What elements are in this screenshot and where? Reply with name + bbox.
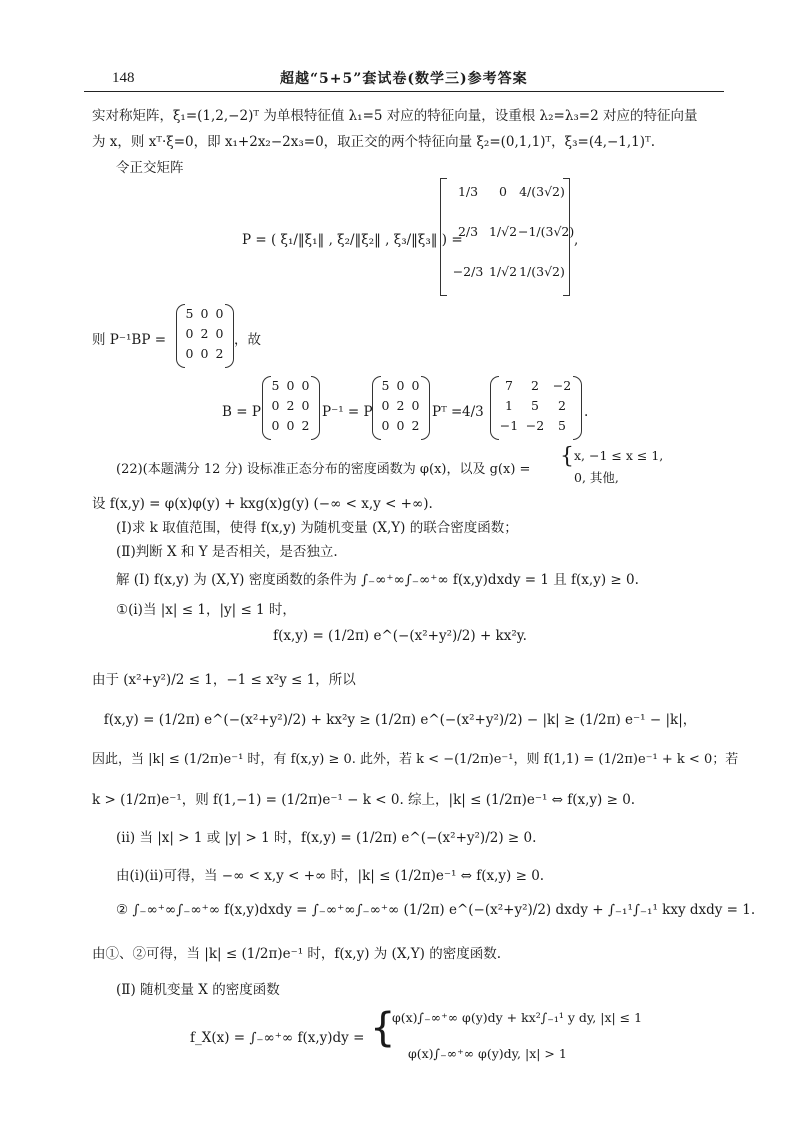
matrix-cell: 0: [381, 398, 390, 413]
matrix-cell: 0: [499, 184, 507, 199]
matrix-cell: 1/√2: [488, 264, 518, 279]
therefore-text: ，故: [234, 332, 261, 348]
matrix-cell: 2: [558, 398, 566, 413]
matrix-cell: 1: [505, 398, 513, 413]
matrix-cell: 5: [558, 418, 566, 433]
matrix-cell: −2: [552, 378, 572, 393]
matrix-cell: 0: [215, 306, 224, 321]
matrix-d: [176, 304, 234, 368]
case-brace: {: [370, 1005, 396, 1051]
solution-line-3: 由于 (x²+y²)/2 ≤ 1，−1 ≤ x²y ≤ 1，所以: [92, 672, 356, 688]
matrix-cell: 0: [301, 378, 310, 393]
b-eq-mid2: Pᵀ =: [432, 404, 463, 420]
solution-line-1: 解 (Ⅰ) f(x,y) 为 (X,Y) 密度函数的条件为 ∫₋∞⁺∞∫₋∞⁺∞ f(x,y)dxdy = 1 且 f(x,y) ≥ 0.: [116, 572, 639, 588]
matrix-cell: −1: [499, 418, 519, 433]
matrix-cell: 1/3: [457, 184, 479, 199]
matrix-cell: 2: [531, 378, 539, 393]
matrix-cell: 0: [411, 398, 420, 413]
solution-line-6: (ii) 当 |x| > 1 或 |y| > 1 时，f(x,y) = (1/2π) e^(−(x²+y²)/2) ≥ 0.: [116, 830, 537, 846]
text-line-2: 为 x，则 xᵀ·ξ=0，即 x₁+2x₂−2x₃=0，取正交的两个特征向量 ξ₂=(0,1,1)ᵀ，ξ₃=(4,−1,1)ᵀ.: [92, 134, 655, 150]
solution-line-8: ② ∫₋∞⁺∞∫₋∞⁺∞ f(x,y)dxdy = ∫₋∞⁺∞∫₋∞⁺∞ (1/2π) e^(−(x²+y²)/2) dxdy + ∫₋₁¹∫₋₁¹ kxy dxdy = 1.: [116, 902, 756, 918]
matrix-cell: 0: [396, 418, 405, 433]
matrix-cell: 0: [215, 326, 224, 341]
matrix-d: [262, 376, 320, 440]
case-brace: {: [560, 444, 574, 469]
b-eq-coef: 4/3: [462, 404, 484, 420]
equation-1: f(x,y) = (1/2π) e^(−(x²+y²)/2) + kx²y.: [273, 628, 527, 644]
matrix-b: [490, 376, 582, 440]
header-rule: [84, 91, 724, 92]
matrix-cell: 0: [286, 378, 295, 393]
g-case-1: x, −1 ≤ x ≤ 1,: [574, 448, 664, 463]
matrix-cell: 5: [185, 306, 194, 321]
matrix-cell: 0: [301, 398, 310, 413]
matrix-cell: 2/3: [457, 224, 479, 239]
matrix-cell: 1/√2: [488, 224, 518, 239]
question-22-statement: (22)(本题满分 12 分) 设标准正态分布的密度函数为 φ(x)，以及 g(x) =: [116, 462, 531, 477]
text-line-1: 实对称矩阵，ξ₁=(1,2,−2)ᵀ 为单根特征值 λ₁=5 对应的特征向量，设重根 λ₂=λ₃=2 对应的特征向量: [92, 108, 698, 124]
matrix-cell: 5: [271, 378, 280, 393]
solution-line-2: ①(i)当 |x| ≤ 1，|y| ≤ 1 时，: [116, 602, 296, 618]
matrix-cell: 0: [381, 418, 390, 433]
text-line-3: 令正交矩阵: [116, 160, 184, 176]
matrix-cell: 2: [411, 418, 420, 433]
matrix-cell: 2: [396, 398, 405, 413]
solution-line-10: (Ⅱ) 随机变量 X 的密度函数: [116, 982, 280, 998]
matrix-cell: 4/(3√2): [519, 184, 565, 199]
p-definition: P = ( ξ₁/‖ξ₁‖ , ξ₂/‖ξ₂‖ , ξ₃/‖ξ₃‖ ) =: [242, 232, 463, 248]
matrix-cell: 0: [185, 346, 194, 361]
matrix-cell: 2: [215, 346, 224, 361]
b-eq-lhs: B = P: [222, 404, 261, 420]
solution-line-7: 由(i)(ii)可得，当 −∞ < x,y < +∞ 时，|k| ≤ (1/2π)e⁻¹ ⇔ f(x,y) ≥ 0.: [116, 868, 545, 884]
matrix-cell: 0: [271, 418, 280, 433]
fx-lhs: f_X(x) = ∫₋∞⁺∞ f(x,y)dy =: [190, 1030, 365, 1046]
then-label: 则 P⁻¹BP =: [92, 332, 167, 348]
running-title: 超越“5+5”套试卷(数学三)参考答案: [280, 71, 528, 87]
matrix-cell: 0: [200, 346, 209, 361]
matrix-cell: 0: [396, 378, 405, 393]
matrix-cell: −2: [525, 418, 545, 433]
matrix-cell: −2/3: [452, 264, 484, 279]
question-22-part-2: (Ⅱ)判断 X 和 Y 是否相关，是否独立.: [116, 544, 338, 560]
fx-case-1: φ(x)∫₋∞⁺∞ φ(y)dy + kx²∫₋₁¹ y dy, |x| ≤ 1: [392, 1010, 643, 1025]
g-case-2: 0, 其他,: [574, 470, 619, 485]
matrix-d: [372, 376, 430, 440]
matrix-cell: 5: [531, 398, 539, 413]
b-eq-mid1: P⁻¹ = P: [322, 404, 373, 420]
matrix-cell: 0: [200, 306, 209, 321]
matrix-cell: −1/(3√2): [518, 224, 575, 239]
bracket-left: [440, 178, 447, 296]
matrix-cell: 0: [185, 326, 194, 341]
matrix-p: [440, 178, 575, 296]
solution-line-9: 由①、②可得，当 |k| ≤ (1/2π)e⁻¹ 时，f(x,y) 为 (X,Y) 的密度函数.: [92, 946, 501, 962]
matrix-cell: 0: [271, 398, 280, 413]
matrix-cell: 2: [301, 418, 310, 433]
solution-line-5: k > (1/2π)e⁻¹，则 f(1,−1) = (1/2π)e⁻¹ − k < 0. 综上，|k| ≤ (1/2π)e⁻¹ ⇔ f(x,y) ≥ 0.: [92, 792, 636, 808]
equation-2: f(x,y) = (1/2π) e^(−(x²+y²)/2) + kx²y ≥ (1/2π) e^(−(x²+y²)/2) − |k| ≥ (1/2π) e⁻¹ − |k|，: [103, 712, 697, 728]
solution-line-4: 因此，当 |k| ≤ (1/2π)e⁻¹ 时，有 f(x,y) ≥ 0. 此外，若 k < −(1/2π)e⁻¹，则 f(1,1) = (1/2π)e⁻¹ + k < 0；若: [92, 752, 739, 767]
matrix-cell: 7: [505, 378, 513, 393]
matrix-cell: 0: [411, 378, 420, 393]
question-22-part-1: (Ⅰ)求 k 取值范围，使得 f(x,y) 为随机变量 (X,Y) 的联合密度函数；: [116, 520, 518, 536]
matrix-cell: 5: [381, 378, 390, 393]
matrix-cell: 2: [200, 326, 209, 341]
page-number: 148: [112, 70, 135, 86]
question-22-setup: 设 f(x,y) = φ(x)φ(y) + kxg(x)g(y) (−∞ < x,y < +∞).: [92, 496, 433, 512]
matrix-cell: 1/(3√2): [519, 264, 565, 279]
matrix-cell: 2: [286, 398, 295, 413]
fx-case-2: φ(x)∫₋∞⁺∞ φ(y)dy, |x| > 1: [408, 1046, 567, 1061]
matrix-cell: 0: [286, 418, 295, 433]
